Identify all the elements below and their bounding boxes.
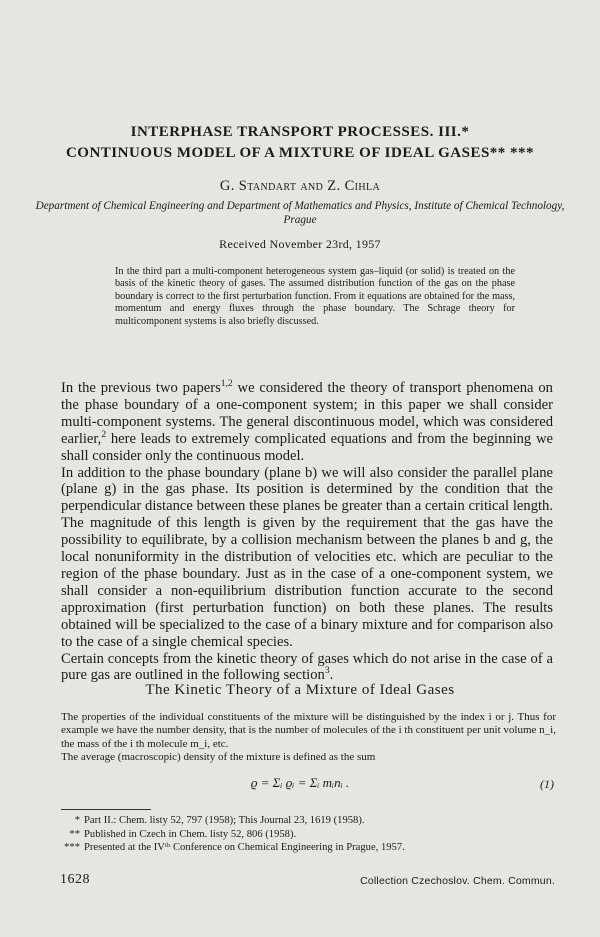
- footnote-text: Published in Czech in Chem. listy 52, 806 (1958).: [84, 828, 297, 840]
- footnote-mark: **: [69, 828, 80, 840]
- footnote-text: Presented at the IVᵗʰ Conference on Chemical Engineering in Prague, 1957.: [84, 842, 405, 854]
- body-p3-text-a: Certain concepts from the kinetic theory of gases which do not arise in the case of a pure gas are outlined in the following section: [61, 650, 553, 684]
- section-heading: The Kinetic Theory of a Mixture of Ideal Gases: [145, 682, 455, 698]
- footnote-divider: [61, 809, 151, 810]
- footnote: [56, 841, 556, 855]
- footnote-mark: *: [74, 815, 80, 826]
- page-number: 1628: [60, 872, 90, 887]
- footnote: [56, 814, 556, 828]
- abstract: In the third part a multi-component heterogeneous system gas–liquid (or solid) is treated on the basis of the kinetic theory of gases. The assumed distribution function of the gas on the phase boundary is correct to the first perturbation function. From it equations are obtained for the mass, momentum and energy fluxes through the phase boundary. The Schrage theory for multicomponent systems is also briefly discussed.: [115, 266, 515, 327]
- footnotes: [56, 814, 556, 855]
- title-line-1: INTERPHASE TRANSPORT PROCESSES. III.*: [130, 124, 470, 140]
- footnote-text: Part II.: Chem. listy 52, 797 (1958); This Journal 23, 1619 (1958).: [84, 815, 365, 826]
- body-paragraph-3: [61, 651, 553, 685]
- journal-name: Collection Czechoslov. Chem. Commun.: [360, 875, 555, 887]
- body-text: [61, 380, 553, 684]
- authors: G. Standart and Z. Cihla: [219, 178, 381, 194]
- citation-ref: 1,2: [220, 379, 233, 390]
- body-p3-text-b: .: [329, 667, 334, 684]
- footnote: [56, 828, 556, 842]
- section-paragraph-1: The properties of the individual constituents of the mixture will be distinguished by the index i or j. Thus for example we have the number density, that is the number of molecules of the i th constituent per unit volume n_i, the mass of the i th molecule m_i, etc.: [61, 711, 556, 750]
- body-paragraph-2: In addition to the phase boundary (plane b) we will also consider the parallel plane (plane g) in the gas phase. Its position is determined by the condition that the perpendicular distance between these planes be greater than a certain critical length. The magnitude of this length is given by the requirement that the gas have the possibility to equilibrate, by a collision mechanism between the planes b and g, the local nonuniformity in the distribution of velocities etc. which are peculiar to the region of the phase boundary. Just as in the case of a one-component system, we shall consider a non-equilibrium distribution function accurate to the second approximation (first perturbation function) on both these planes. The results obtained will be specialized to the case of a binary mixture and for comparison also to the case of a single chemical species.: [61, 464, 553, 650]
- received-date: Received November 23rd, 1957: [219, 237, 381, 251]
- body-p1-text-b: we considered the theory of transport phenomena on the phase boundary of a one-component system; in this paper we shall consider multi-component systems. The general discontinuous model, which was considered earlier,: [61, 380, 553, 447]
- citation-ref: 3: [324, 666, 330, 677]
- citation-ref: 2: [101, 429, 107, 440]
- equation: ϱ = Σᵢ ϱᵢ = Σᵢ mᵢnᵢ .: [250, 775, 350, 790]
- equation-number: (1): [540, 777, 554, 791]
- section-paragraph-2: The average (macroscopic) density of the mixture is defined as the sum: [61, 751, 376, 764]
- body-p1-text-c: here leads to extremely complicated equations and from the beginning we shall consider only the continuous model.: [61, 430, 553, 464]
- affiliation: Department of Chemical Engineering and Department of Mathematics and Physics, Institute of Chemical Technology, Prague: [35, 200, 565, 226]
- body-p1-text-a: In the previous two papers: [61, 380, 221, 396]
- footnote-mark: ***: [64, 842, 80, 854]
- title-line-2: CONTINUOUS MODEL OF A MIXTURE OF IDEAL GASES** ***: [65, 145, 535, 161]
- body-paragraph-1: [61, 380, 553, 465]
- section-text: [61, 711, 556, 765]
- paper-title: [40, 122, 560, 164]
